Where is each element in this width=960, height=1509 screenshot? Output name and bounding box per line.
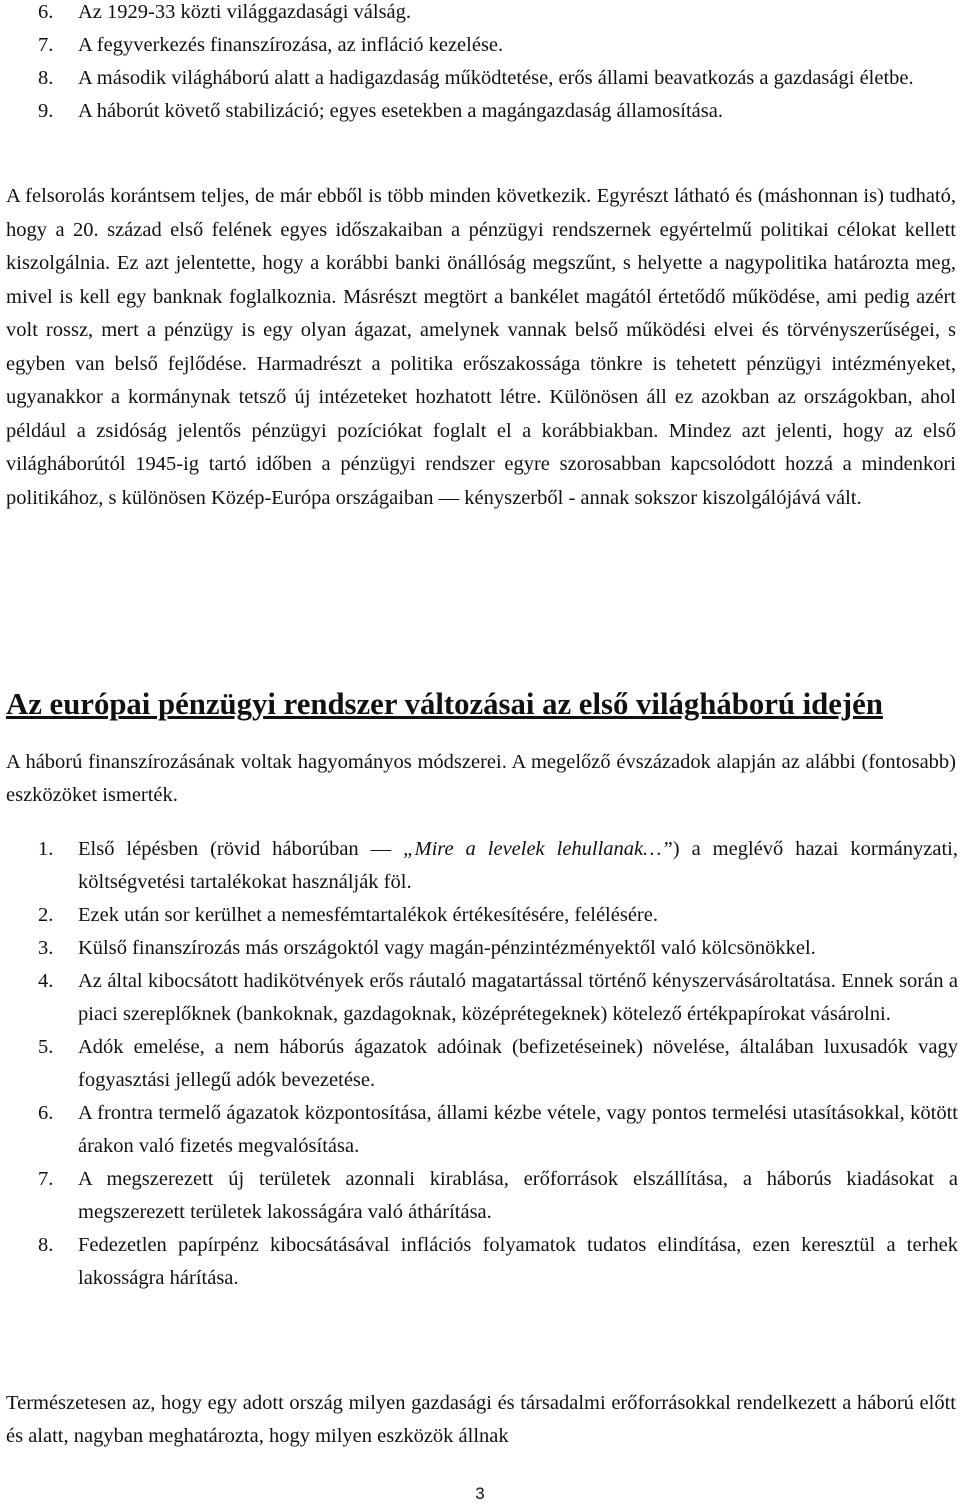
list-item-number: 8. <box>38 67 54 89</box>
list-item-text: A második világháború alatt a hadigazdaság működtetése, erős állami beavatkozás a gazdasági életbe. <box>78 67 914 89</box>
list-item-text: A háborút követő stabilizáció; egyes esetekben a magángazdaság államosítása. <box>78 100 723 122</box>
list-item-text: ) a meglévő hazai kormányzati, költségvetési tartalékokat használják föl. <box>78 838 958 893</box>
body-paragraph: A háború finanszírozásának voltak hagyományos módszerei. A megelőző évszázadok alapján az alábbi (fontosabb) eszközöket ismerték. <box>6 751 956 806</box>
list-item-text: Az által kibocsátott hadikötvények erős ráutaló magatartással történő kényszervásároltatása. Ennek során a piaci szereplőknek (bankoknak, gazdagoknak, középrétegeknek) kötelező értékpapírokat vásárolni. <box>78 970 958 1025</box>
page-number: 3 <box>475 1484 485 1503</box>
list-item-text: Az 1929-33 közti világgazdasági válság. <box>78 1 412 23</box>
list-item <box>0 965 958 1031</box>
list-item <box>0 833 958 899</box>
numbered-list-methods <box>0 833 958 1295</box>
list-item <box>0 29 958 62</box>
list-item-number: 3. <box>38 937 54 959</box>
list-item <box>0 1031 958 1097</box>
body-paragraph: A felsorolás korántsem teljes, de már ebből is több minden következik. Egyrészt látható és (máshonnan is) tudható, hogy a 20. század első felének egyes időszakaiban a pénzügyi rendszernek egyértelmű politikai célokat kellett kiszolgálnia. Ez azt jelentette, hogy a korábbi banki önállóság megszűnt, s helyette a nagypolitika határozta meg, mivel is kell egy banknak foglalkoznia. Másrészt megtört a bankélet magától értetődő működése, ami pedig azért volt rossz, mert a pénzügy is egy olyan ágazat, amelynek vannak belső működési elvei és törvényszerűségei, s egyben van belső fejlődése. Harmadrészt a politika erőszakossága tönkre is tehetett pénzügyi intézményeket, ugyanakkor a kormánynak tetsző új intézeteket hozhatott létre. Különösen áll ez azokban az országokban, ahol például a zsidóság jelentős pénzügyi pozíciókat foglalt el a korábbiakban. Mindez azt jelenti, hogy az első világháborútól 1945-ig tartó időben a pénzügyi rendszer egyre szorosabban kapcsolódott hozzá a mindenkori politikához, s különösen Közép-Európa országaiban — kényszerből - annak sokszor kiszolgálójává vált. <box>6 185 956 509</box>
list-item-text: Adók emelése, a nem háborús ágazatok adóinak (befizetéseinek) növelése, általában luxusadók vagy fogyasztási jellegű adók bevezetése. <box>78 1036 958 1091</box>
list-item-number: 7. <box>38 34 54 56</box>
list-item <box>0 1229 958 1295</box>
list-item <box>0 0 958 29</box>
list-item-number: 1. <box>38 838 54 860</box>
list-item <box>0 1097 958 1163</box>
list-item-number: 8. <box>38 1234 54 1256</box>
list-item-number: 6. <box>38 1 54 23</box>
list-item-text: Fedezetlen papírpénz kibocsátásával inflációs folyamatok tudatos elindítása, ezen keresztül a terhek lakosságra hárítása. <box>78 1234 958 1289</box>
list-item-text: A fegyverkezés finanszírozása, az infláció kezelése. <box>78 34 504 56</box>
list-item-number: 2. <box>38 904 54 926</box>
list-item-number: 7. <box>38 1168 54 1190</box>
list-item-text: Külső finanszírozás más országoktól vagy magán-pénzintézményektől való kölcsönökkel. <box>78 937 816 959</box>
list-item-text: A frontra termelő ágazatok központosítása, állami kézbe vétele, vagy pontos termelési utasításokkal, kötött árakon való fizetés megvalósítása. <box>78 1102 958 1157</box>
section-heading: Az európai pénzügyi rendszer változásai az első világháború idején <box>6 687 883 721</box>
list-item-text: Ezek után sor kerülhet a nemesfémtartalékok értékesítésére, felélésére. <box>78 904 658 926</box>
list-item-quote: „Mire a levelek lehullanak…” <box>403 838 673 860</box>
list-item-number: 4. <box>38 970 54 992</box>
list-item-text: Első lépésben (rövid háborúban — <box>78 838 404 860</box>
list-item-number: 5. <box>38 1036 54 1058</box>
body-paragraph: Természetesen az, hogy egy adott ország milyen gazdasági és társadalmi erőforrásokkal rendelkezett a háború előtt és alatt, nagyban meghatározta, hogy milyen eszközök állnak <box>6 1392 956 1447</box>
list-item <box>0 62 958 95</box>
list-item <box>0 95 958 128</box>
list-item-text: A megszerezett új területek azonnali kirablása, erőforrások elszállítása, a háborús kiadásokat a megszerezett területek lakosságára való áthárítása. <box>78 1168 958 1223</box>
list-item <box>0 932 958 965</box>
list-item-number: 9. <box>38 100 54 122</box>
list-item <box>0 899 958 932</box>
numbered-list-top <box>0 0 958 128</box>
list-item <box>0 1163 958 1229</box>
list-item-number: 6. <box>38 1102 54 1124</box>
